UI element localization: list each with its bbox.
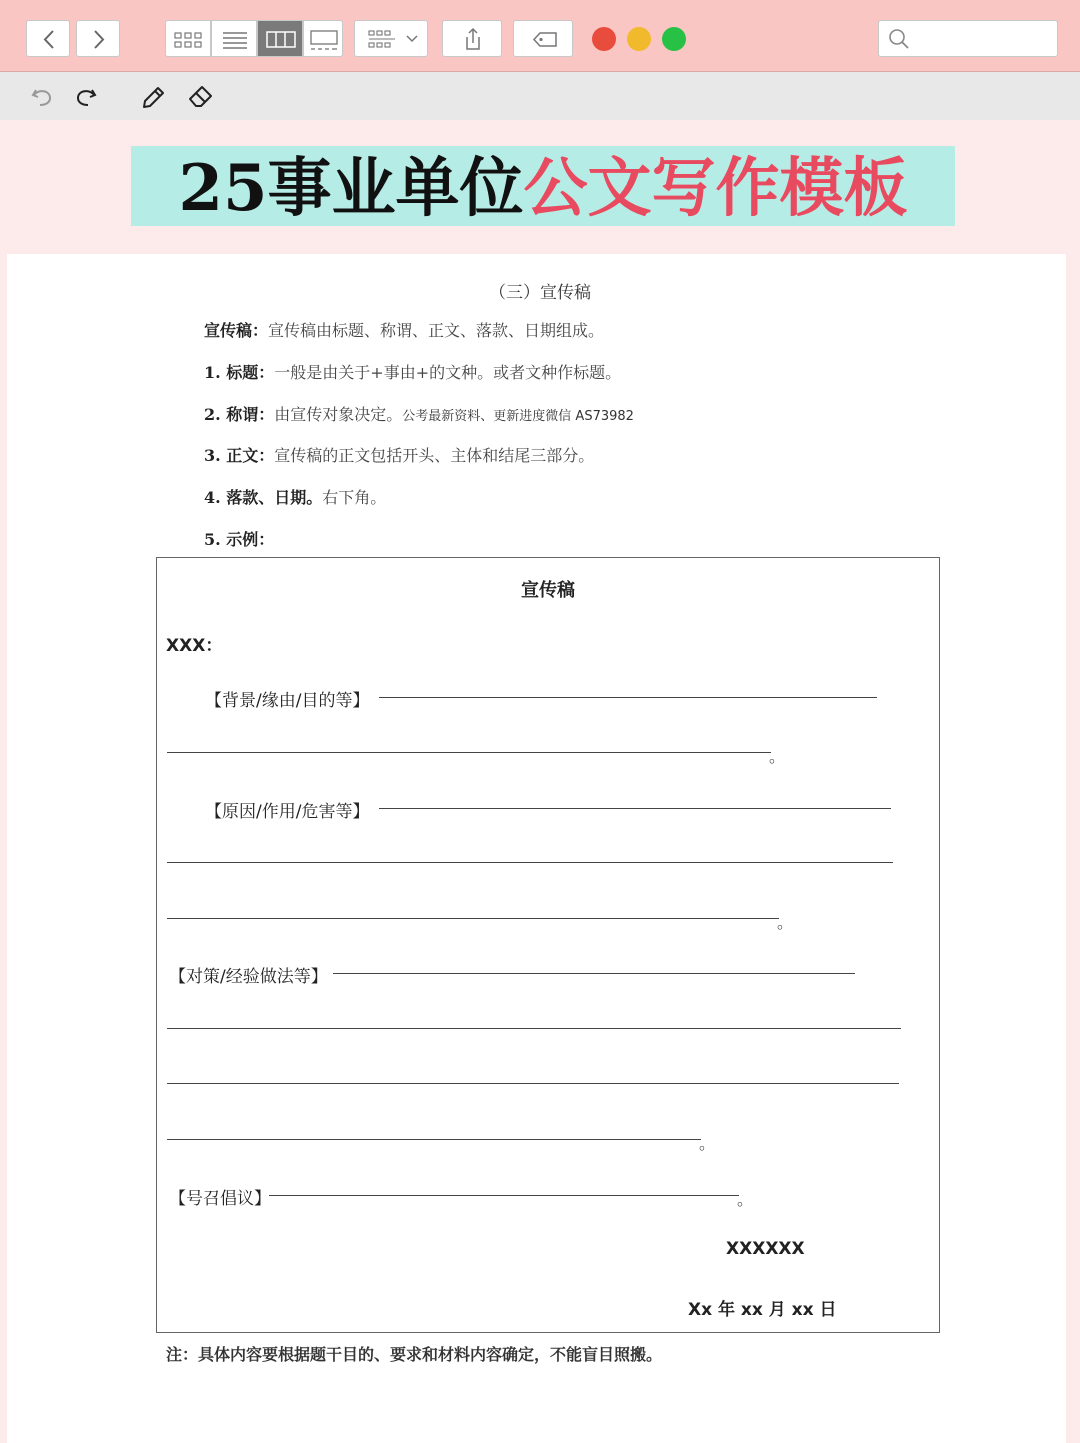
- search-field[interactable]: [878, 20, 1058, 57]
- doc-line-title: [204, 360, 621, 383]
- fill-line: [379, 697, 877, 698]
- template-title: 宣传稿: [521, 580, 575, 601]
- pencil-tool[interactable]: [136, 80, 168, 112]
- chevron-right-icon: [77, 21, 121, 58]
- list-icon: [212, 21, 258, 58]
- doc-heading: （三）宣传稿: [489, 283, 591, 303]
- line-text: 宣传稿由标题、称谓、正文、落款、日期组成。: [268, 321, 605, 340]
- line-text: 右下角。: [322, 488, 387, 507]
- fill-line: [333, 973, 855, 974]
- tag-icon: [514, 21, 574, 58]
- undo-icon: [26, 80, 58, 112]
- fill-line: [167, 1139, 701, 1140]
- columns-icon: [258, 21, 304, 58]
- line-label: 3. 正文：: [204, 446, 275, 465]
- template-date: Xx 年 xx 月 xx 日: [688, 1300, 837, 1320]
- title-banner: [131, 146, 955, 226]
- forward-button[interactable]: [76, 20, 120, 57]
- line-label: 1. 标题：: [204, 363, 275, 382]
- back-button[interactable]: [26, 20, 70, 57]
- section-background: 【背景/缘由/目的等】: [205, 691, 370, 711]
- line-label: 5. 示例：: [204, 530, 275, 549]
- end-mark: 。: [737, 1190, 754, 1209]
- share-button[interactable]: [442, 20, 502, 57]
- close-window-button[interactable]: [592, 27, 616, 51]
- section-call-to-action: 【号召倡议】: [169, 1189, 271, 1209]
- doc-line-body: [204, 443, 594, 466]
- minimize-window-button[interactable]: [627, 27, 651, 51]
- chevron-left-icon: [27, 21, 71, 58]
- search-icon: [883, 21, 913, 56]
- line-label: 4. 落款、日期。: [204, 488, 323, 507]
- group-grid-icon: [355, 21, 429, 58]
- line-label: 宣传稿：: [204, 321, 269, 340]
- end-mark: 。: [777, 913, 794, 932]
- doc-line-signature: [204, 485, 386, 508]
- end-mark: 。: [769, 747, 786, 766]
- gallery-icon: [304, 21, 344, 58]
- title-part-red: 公文写作模板: [523, 151, 908, 226]
- line-text: 一般是由关于+事由+的文种。或者文种作标题。: [274, 363, 622, 382]
- redo-icon: [70, 80, 102, 112]
- doc-line-example: [204, 527, 274, 550]
- fill-line: [269, 1195, 739, 1196]
- eraser-tool[interactable]: [184, 80, 216, 112]
- fill-line: [167, 752, 771, 753]
- watermark-text: 公考最新资料、更新进度微信 AS73982: [402, 409, 634, 424]
- fill-line: [167, 862, 893, 863]
- section-countermeasure: 【对策/经验做法等】: [169, 967, 328, 987]
- window-toolbar: [0, 0, 1080, 72]
- view-icons-button[interactable]: [165, 20, 211, 57]
- undo-button[interactable]: [26, 80, 58, 112]
- footnote: 注：具体内容要根据题干目的、要求和材料内容确定，不能盲目照搬。: [166, 1345, 663, 1364]
- fill-line: [379, 808, 891, 809]
- zoom-window-button[interactable]: [662, 27, 686, 51]
- fill-line: [167, 918, 779, 919]
- template-box: [156, 557, 940, 1333]
- title-part-black: 25事业单位: [178, 151, 524, 226]
- doc-line-salutation: [204, 402, 634, 425]
- pencil-icon: [136, 80, 168, 112]
- tag-button[interactable]: [513, 20, 573, 57]
- view-columns-button[interactable]: [257, 20, 303, 57]
- share-icon: [443, 21, 503, 58]
- end-mark: 。: [699, 1134, 716, 1153]
- eraser-icon: [184, 80, 216, 112]
- line-label: 2. 称谓：: [204, 405, 275, 424]
- doc-line-intro: [204, 318, 604, 341]
- grid-icon: [166, 21, 212, 58]
- line-text: 由宣传对象决定。: [274, 405, 403, 424]
- line-text: 宣传稿的正文包括开头、主体和结尾三部分。: [274, 446, 595, 465]
- view-list-button[interactable]: [211, 20, 257, 57]
- view-gallery-button[interactable]: [303, 20, 343, 57]
- template-salutation: XXX：: [166, 636, 223, 656]
- fill-line: [167, 1083, 899, 1084]
- group-by-dropdown[interactable]: [354, 20, 428, 57]
- section-reason: 【原因/作用/危害等】: [205, 802, 370, 822]
- template-signature: XXXXXX: [726, 1239, 805, 1259]
- chevron-down-icon: [407, 36, 417, 41]
- edit-toolbar: [0, 72, 1080, 120]
- redo-button[interactable]: [70, 80, 102, 112]
- fill-line: [167, 1028, 901, 1029]
